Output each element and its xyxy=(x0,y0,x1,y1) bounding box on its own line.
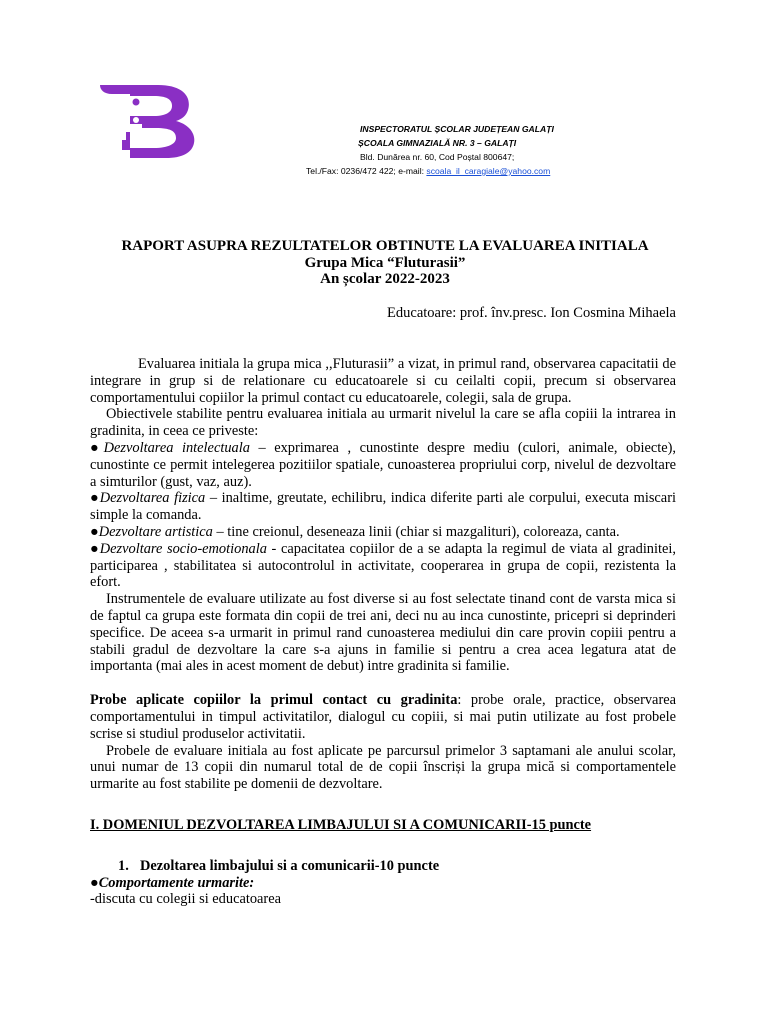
paragraph-intro: Evaluarea initiala la grupa mica ,,Fluturasii” a vizat, in primul rand, observarea capacitatii de integrare in grup si de relationare cu educatoarele si cu ceilalti copii, precum si observarea comportamentului copiilor la primul contact cu educatoarele, colegii, sala de grupa. xyxy=(90,356,676,406)
document-body xyxy=(90,356,676,908)
report-title xyxy=(90,238,680,288)
spacer xyxy=(90,793,676,817)
educator-name: Educatoare: prof. înv.presc. Ion Cosmina Mihaela xyxy=(387,305,676,321)
bullet-text: – exprimarea , cunostinte despre mediu (culori, animale, obiecte), cunostinte ce permit intelegerea pozitiilor spatiale, cunoasterea propriului corp, nivelul de dezvoltare a simturilor (gust, vaz, auz). xyxy=(90,439,676,490)
school-address: Bld. Dunărea nr. 60, Cod Poștal 800647; xyxy=(360,152,515,162)
bullet-icon: ● xyxy=(90,490,100,507)
bullet-socio-emotional xyxy=(90,541,676,591)
behaviours-label: Comportamente urmarite: xyxy=(98,874,255,891)
inspectorate-name: INSPECTORATUL ȘCOLAR JUDEȚEAN GALAȚI xyxy=(360,124,554,134)
bullet-label: Dezvoltare socio-emotionala xyxy=(99,540,267,557)
bullet-label: Dezvoltarea intelectuala xyxy=(103,439,250,456)
behaviours-heading xyxy=(90,875,676,892)
school-contact xyxy=(300,164,600,178)
bullet-icon: ● xyxy=(90,874,99,891)
school-name: ȘCOALA GIMNAZIALĂ NR. 3 – GALAȚI xyxy=(358,138,517,148)
title-line-2: Grupa Mica “Fluturasii” xyxy=(304,254,466,271)
school-header xyxy=(300,122,600,178)
bullet-label: Dezvoltarea fizica xyxy=(99,490,206,507)
bullet-label: Dezvoltare artistica xyxy=(98,523,213,540)
bullet-text: – inaltime, greutate, echilibru, indica diferite parti ale corpului, executa miscari simple la comanda. xyxy=(90,490,676,524)
title-line-3: An școlar 2022-2023 xyxy=(320,271,450,287)
item-title: Dezoltarea limbajului si a comunicarii-10 puncte xyxy=(140,857,440,874)
paragraph-application: Probele de evaluare initiala au fost aplicate pe parcursul primelor 3 saptamani ale anului scolar, unui numar de 13 copii din numarul total de de copii înscriși la grupa mică si comportamentele urmarite au fost stabilite pe domenii de dezvoltare. xyxy=(90,742,676,793)
bullet-intellectual xyxy=(90,440,676,490)
paragraph-instruments: Instrumentele de evaluare utilizate au fost diverse si au fost selectate tinand cont de varsta mica si de faptul ca grupa este formata din copii de trei ani, deci nu au inca cunostinte, pricepri si deprinderi specifice. De aceea s-a urmarit in primul rand cunoasterea mediului din care provin copiii pentru a stabili gradul de dezvoltare la care s-a ajuns in familie si pentru a crea acea legatura atat de importanta (mai ales in acest moment de debut) intre gradinita si familie. xyxy=(90,591,676,675)
bullet-text: – tine creionul, deseneaza linii (chiar si mazgalituri), coloreaza, canta. xyxy=(212,523,620,540)
email-link[interactable]: scoala_il_caragiale@yahoo.com xyxy=(426,166,551,176)
paragraph-probes xyxy=(90,692,676,742)
domain-heading: I. DOMENIUL DEZVOLTAREA LIMBAJULUI SI A COMUNICARII-15 puncte xyxy=(90,816,592,833)
probes-label: Probe aplicate copiilor la primul contact cu gradinita xyxy=(90,692,458,709)
paragraph-objectives: Obiectivele stabilite pentru evaluarea initiala au urmarit nivelul la care se afla copiii la intrarea in gradinita, in ceea ce priveste: xyxy=(90,406,676,440)
bullet-icon: ● xyxy=(90,540,100,557)
bullet-icon: ● xyxy=(90,523,99,540)
behaviour-item: -discuta cu colegii si educatoarea xyxy=(90,891,281,908)
numbered-item xyxy=(90,858,676,875)
item-number: 1. xyxy=(118,857,129,874)
bullet-icon: ● xyxy=(90,439,104,456)
spacer xyxy=(90,834,676,858)
probes-text: : probe orale, practice, observarea comportamentului in timpul activitatilor, dialogul cu copiii, si mai putin utilizate au fost probele scrise si studiul produselor activitatii. xyxy=(90,692,677,742)
school-logo xyxy=(96,82,198,158)
spacer xyxy=(90,675,676,692)
contact-phone: Tel./Fax: 0236/472 422; e-mail: xyxy=(306,166,427,176)
bullet-artistic xyxy=(90,524,676,541)
title-line-1: RAPORT ASUPRA REZULTATELOR OBTINUTE LA EVALUAREA INITIALA xyxy=(121,238,649,254)
bullet-text: - capacitatea copiilor de a se adapta la regimul de viata al gradinitei, participarea , stabilitatea si autocontrolul in activitate, cooperarea in grupa de copii, rezistenta la efort. xyxy=(90,540,676,591)
bullet-physical xyxy=(90,490,676,524)
